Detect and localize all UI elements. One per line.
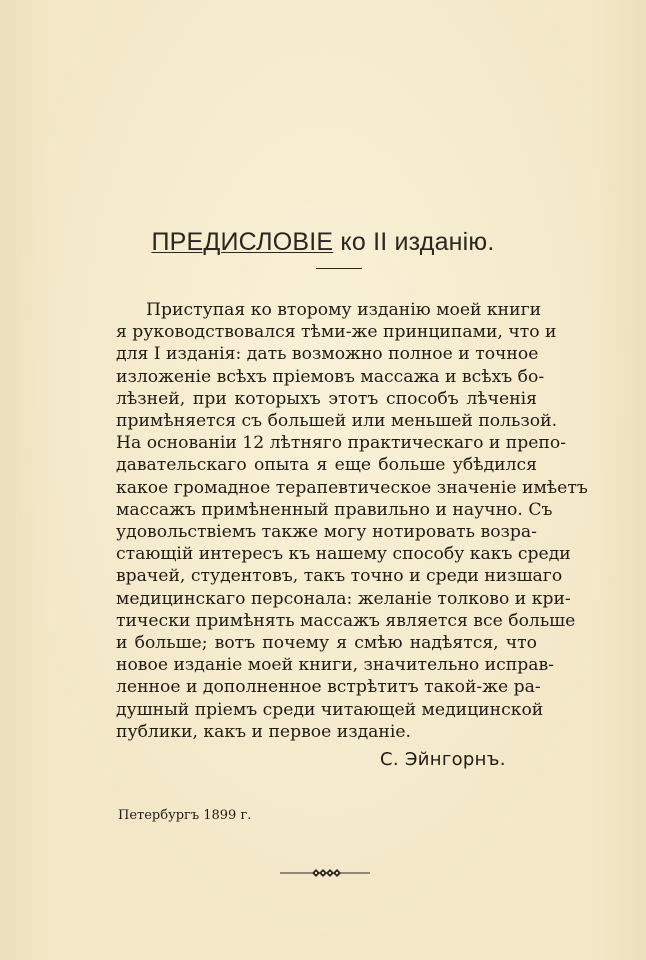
author-signature: С. Эйнгорнъ. (380, 749, 506, 770)
text-line: изложеніе всѣхъ пріемовъ массажа и всѣхъ бо- (116, 366, 545, 387)
title-main: ПРЕДИСЛОВІЕ (151, 228, 334, 256)
text-line: врачей, студентовъ, такъ точно и среди низшаго (116, 566, 563, 587)
text-line: ленное и дополненное встрѣтитъ такой-же ра- (116, 677, 541, 698)
text-line: примѣняется съ большей или меньшей пользой. (116, 411, 558, 432)
title-divider (316, 268, 362, 269)
text-line: публики, какъ и первое изданіе. (116, 721, 411, 742)
text-line: я руководствовался тѣми-же принципами, что и (116, 322, 557, 343)
preface-paragraph (116, 299, 588, 743)
text-line: лѣзней, при которыхъ этотъ способъ лѣченія (116, 388, 537, 409)
text-line: тически примѣнять массажъ является все больше (116, 610, 576, 631)
place-date: Петербургъ 1899 г. (118, 808, 252, 823)
text-line: удовольствіемъ также могу нотировать возра- (116, 522, 537, 543)
text-line: стающій интересъ къ нашему способу какъ среди (116, 544, 571, 565)
text-line: какое громадное терапевтическое значеніе имѣетъ (116, 477, 588, 498)
text-line: Приступая ко второму изданію моей книги (146, 300, 542, 320)
ornament-divider (280, 866, 370, 880)
text-line: новое изданіе моей книги, значительно исправ- (116, 655, 554, 676)
text-line: массажъ примѣненный правильно и научно. Съ (116, 499, 553, 520)
text-line: душный пріемъ среди читающей медицинской (116, 699, 544, 720)
text-line: давательскаго опыта я еще больше убѣдился (116, 455, 537, 476)
title-rest: ко II изданію. (333, 228, 495, 256)
text-line: На основаніи 12 лѣтняго практическаго и препо- (116, 433, 567, 454)
text-line: для I изданія: дать возможно полное и точное (116, 344, 539, 365)
page-title (0, 228, 646, 257)
text-line: медицинскаго персонала: желаніе толково и кри- (116, 588, 571, 609)
text-line: и больше; вотъ почему я смѣю надѣятся, что (116, 633, 537, 654)
